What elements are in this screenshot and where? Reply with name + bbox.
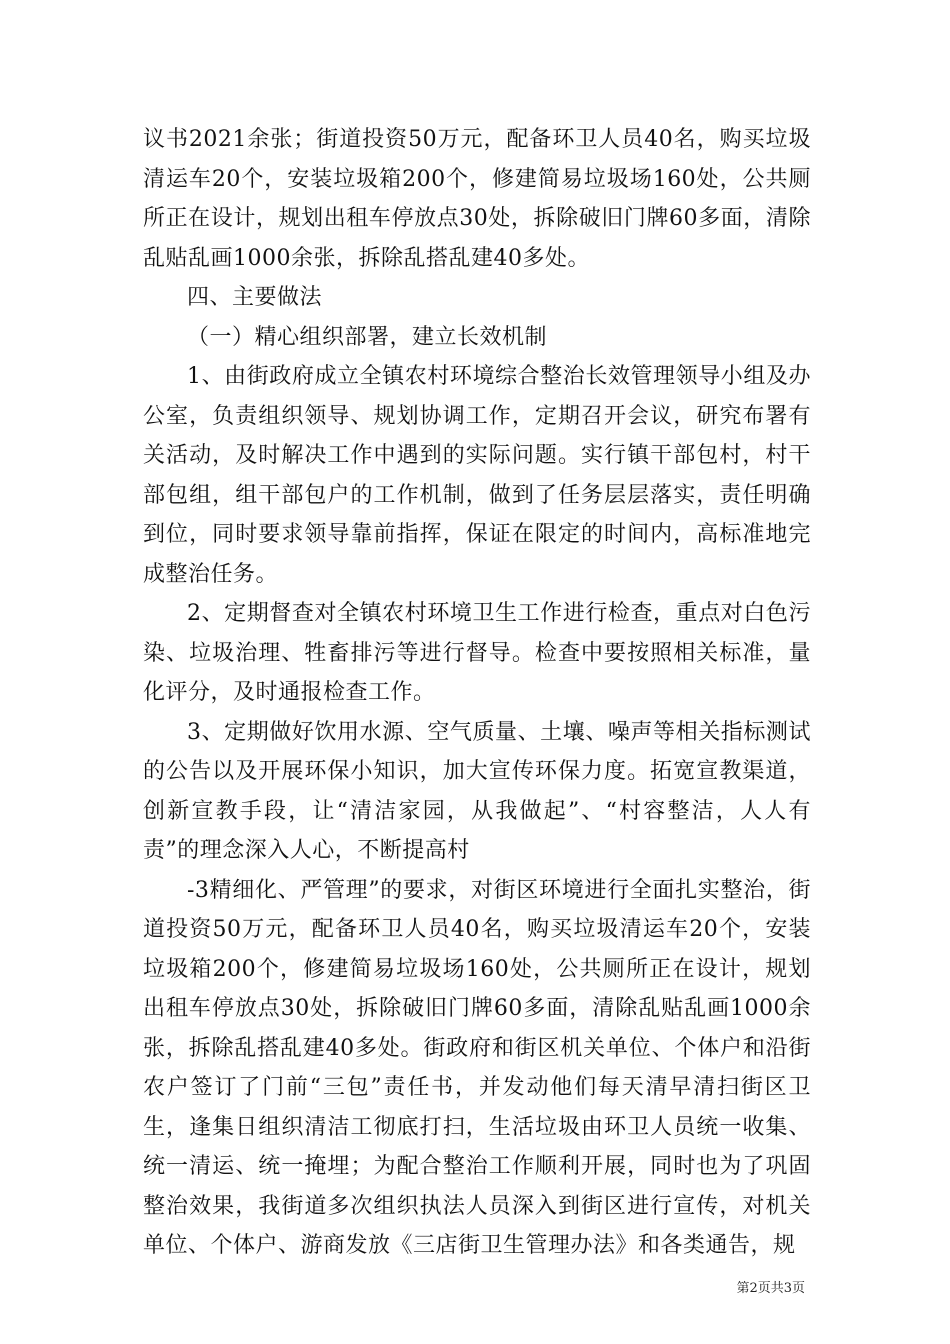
section-heading: 四、主要做法 [187,285,323,310]
page-number: 第2页共3页 [736,1281,805,1296]
paragraph-continuation: -3精细化、严管理”的要求，对街区环境进行全面扎实整治，街道投资50万元，配备环卫人员40名，购买垃圾清运车20个，安装垃圾箱200个，修建简易垃圾场160处，公共厕所正在设计，规划出租车停放点30处，拆除破旧门牌60多面，清除乱贴乱画1000余张，拆除乱搭乱建40多处。街政府和街区机关单位、个体户和沿街农户签订了门前“三包”责任书，并发动他们每天清早清扫街区卫生，逢集日组织清洁工彻底打扫，生活垃圾由环卫人员统一收集、统一清运、统一掩埋；为配合整治工作顺利开展，同时也为了巩固整治效果，我街道多次组织执法人员深入到街区进行宣传，对机关单位、个体户、游商发放《三店街卫生管理办法》和各类通告，规 [143,877,811,1258]
paragraph-item-2: 2、定期督查对全镇农村环境卫生工作进行检查，重点对白色污染、垃圾治理、牲畜排污等进行督导。检查中要按照相关标准，量化评分，及时通报检查工作。 [143,601,811,705]
paragraph-item-3: 3、定期做好饮用水源、空气质量、土壤、噪声等相关指标测试的公告以及开展环保小知识，加大宣传环保力度。拓宽宣教渠道，创新宣教手段，让“清洁家园，从我做起”、“村容整洁，人人有责”的理念深入人心，不断提高村 [143,719,811,863]
paragraph-item-1: 1、由街政府成立全镇农村环境综合整治长效管理领导小组及办公室，负责组织领导、规划协调工作，定期召开会议，研究布署有关活动，及时解决工作中遇到的实际问题。实行镇干部包村，村干部包组，组干部包户的工作机制，做到了任务层层落实，责任明确到位，同时要求领导靠前指挥，保证在限定的时间内，高标准地完成整治任务。 [143,364,811,587]
paragraph-continued: 议书2021余张；街道投资50万元，配备环卫人员40名，购买垃圾清运车20个，安装垃圾箱200个，修建简易垃圾场160处，公共厕所正在设计，规划出租车停放点30处，拆除破旧门牌60多面，清除乱贴乱画1000余张，拆除乱搭乱建40多处。 [143,127,811,271]
document-body [143,120,811,1266]
subsection-heading: （一）精心组织部署，建立长效机制 [187,324,548,350]
